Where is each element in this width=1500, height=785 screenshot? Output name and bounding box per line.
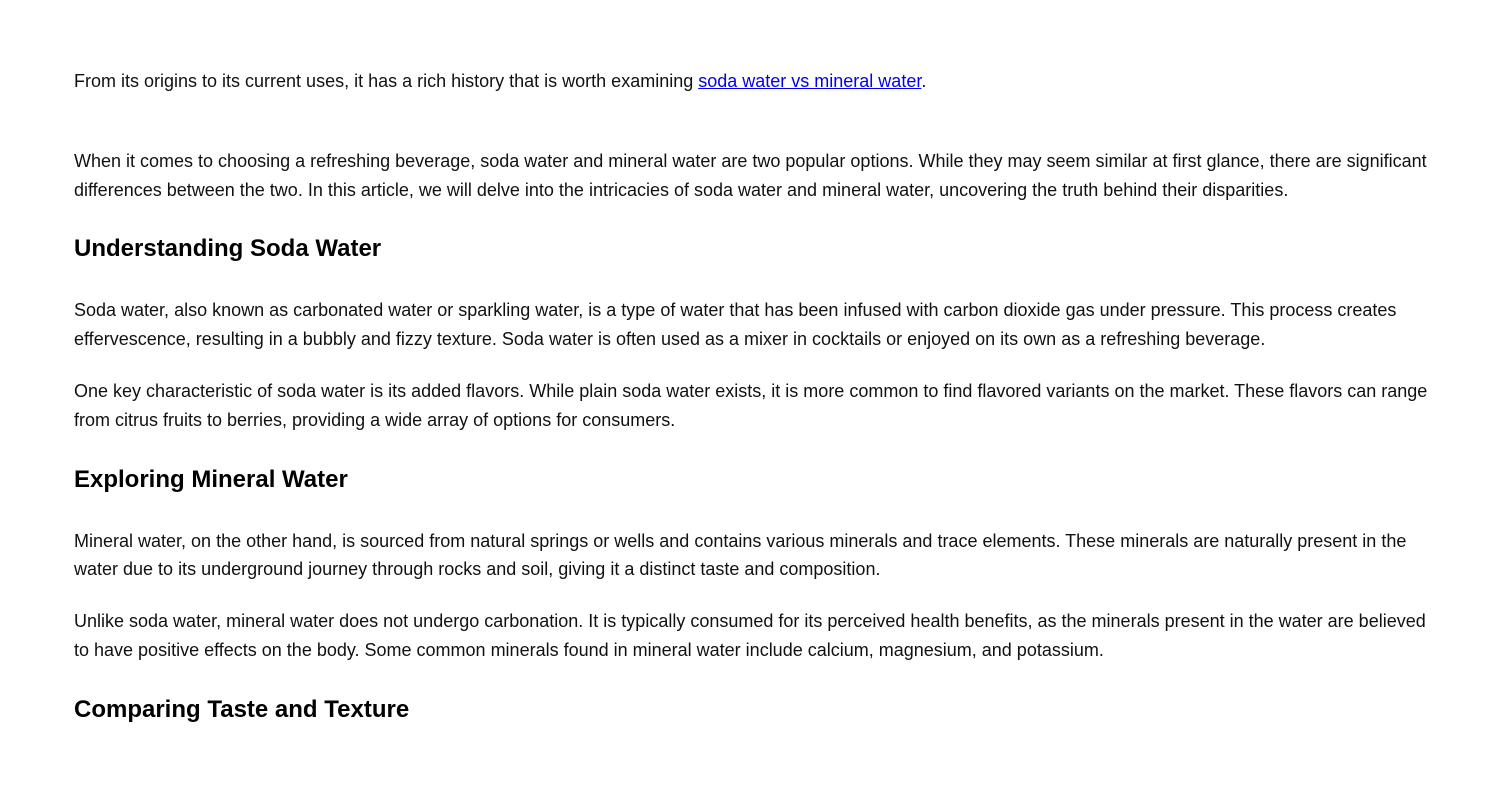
heading-exploring-mineral-water: Exploring Mineral Water: [74, 465, 348, 493]
paragraph-soda-definition: Soda water, also known as carbonated water or sparkling water, is a type of water that has been infused with carbon dioxide gas under pressure. This process creates effervescence, resulting in a bubbly and fizzy texture. Soda water is often used as a mixer in cocktails or enjoyed on its own as a refreshing beverage.: [74, 300, 1397, 350]
intro-paragraph: [74, 67, 1430, 96]
intro-text: From its origins to its current uses, it has a rich history that is worth examining: [74, 71, 699, 91]
paragraph-mineral-benefits: Unlike soda water, mineral water does not undergo carbonation. It is typically consumed for its perceived health benefits, as the minerals present in the water are believed to have positive effects on the body. Some common minerals found in mineral water include calcium, magnesium, and potassium.: [74, 611, 1426, 660]
soda-vs-mineral-link[interactable]: soda water vs mineral water: [698, 71, 922, 91]
paragraph-intro: When it comes to choosing a refreshing beverage, soda water and mineral water are two popular options. While they may seem similar at first glance, there are significant differences between the two. In this article, we will delve into the intricacies of soda water and mineral water, uncovering the truth behind their disparities.: [74, 150, 1427, 200]
intro-period: .: [921, 71, 927, 91]
paragraph-soda-flavors: One key characteristic of soda water is its added flavors. While plain soda water exists, it is more common to find flavored variants on the market. These flavors can range from citrus fruits to berries, providing a wide array of options for consumers.: [74, 380, 1428, 430]
heading-understanding-soda-water: Understanding Soda Water: [74, 235, 382, 263]
article-content: [74, 67, 1430, 757]
paragraph-mineral-source: Mineral water, on the other hand, is sourced from natural springs or wells and contains various minerals and trace elements. These minerals are naturally present in the water due to its underground journey through rocks and soil, giving it a distinct taste and composition.: [74, 530, 1407, 580]
heading-comparing-taste: Comparing Taste and Texture: [74, 695, 410, 723]
